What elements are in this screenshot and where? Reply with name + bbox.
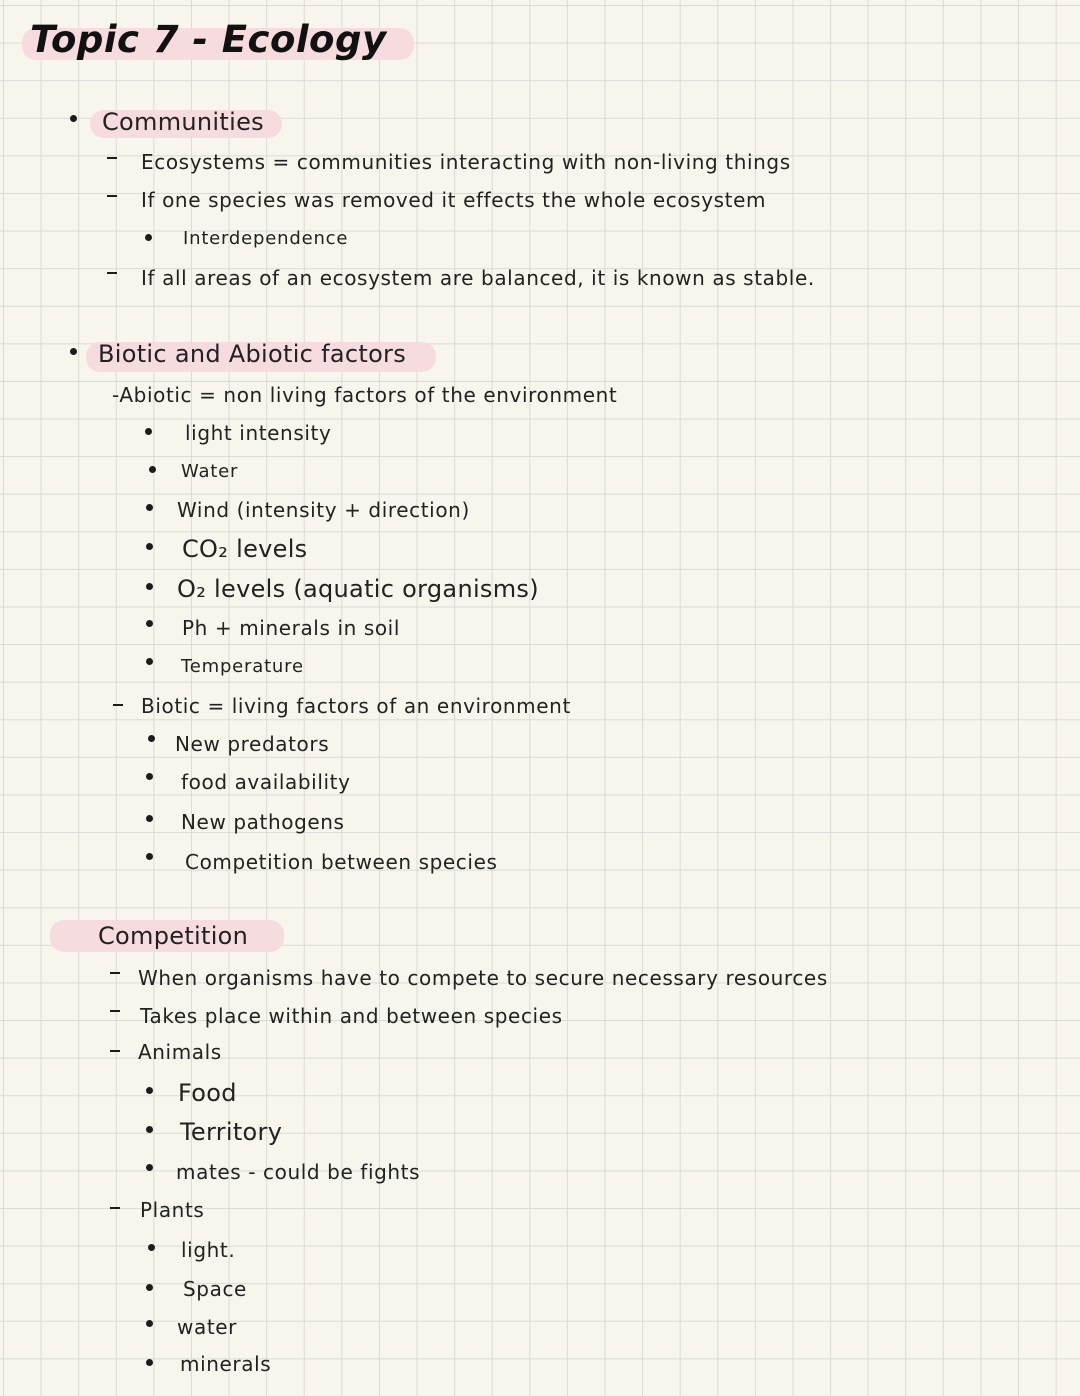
page-title: Topic 7 - Ecology xyxy=(30,18,387,61)
bullet-dot xyxy=(148,1244,155,1251)
abiotic-item: Wind (intensity + direction) xyxy=(177,498,470,522)
animal-item: Food xyxy=(178,1079,237,1107)
dash-marker xyxy=(107,157,117,159)
biotic-item: Competition between species xyxy=(185,850,498,874)
note-line: Interdependence xyxy=(183,228,349,249)
note-line: When organisms have to compete to secure necessary resources xyxy=(138,966,828,990)
note-line: Ecosystems = communities interacting with non-living things xyxy=(141,150,791,174)
note-line: Plants xyxy=(140,1198,205,1222)
bullet-dot xyxy=(146,1284,153,1291)
note-line: If all areas of an ecosystem are balanced, it is known as stable. xyxy=(141,266,815,290)
bullet-dot xyxy=(146,658,153,665)
section-bullet xyxy=(70,115,77,122)
animal-item: Territory xyxy=(180,1118,283,1146)
bullet-dot xyxy=(146,815,153,822)
dash-marker xyxy=(107,195,117,197)
abiotic-item: Ph + minerals in soil xyxy=(182,616,401,640)
plant-item: light. xyxy=(181,1238,236,1262)
section-bullet xyxy=(70,348,77,355)
section-heading-factors: Biotic and Abiotic factors xyxy=(98,340,407,368)
bullet-dot xyxy=(145,234,152,241)
biotic-definition: Biotic = living factors of an environment xyxy=(141,694,571,718)
dash-marker xyxy=(110,1207,120,1209)
animal-item: mates - could be fights xyxy=(176,1160,421,1184)
bullet-dot xyxy=(146,853,153,860)
note-line: Animals xyxy=(138,1040,222,1064)
abiotic-item: light intensity xyxy=(185,421,332,445)
note-line: Takes place within and between species xyxy=(140,1004,563,1028)
bullet-dot xyxy=(146,620,153,627)
dash-marker xyxy=(107,272,117,274)
bullet-dot xyxy=(146,1087,153,1094)
abiotic-item: CO₂ levels xyxy=(182,535,308,563)
section-heading-communities: Communities xyxy=(102,108,264,136)
bullet-dot xyxy=(146,1359,153,1366)
bullet-dot xyxy=(146,1126,153,1133)
biotic-item: food availability xyxy=(181,770,351,794)
bullet-dot xyxy=(148,735,155,742)
abiotic-item: O₂ levels (aquatic organisms) xyxy=(177,575,539,603)
bullet-dot xyxy=(146,1164,153,1171)
bullet-dot xyxy=(146,583,153,590)
bullet-dot xyxy=(146,773,153,780)
dash-marker xyxy=(110,972,120,974)
note-line: If one species was removed it effects the whole ecosystem xyxy=(141,188,767,212)
bullet-dot xyxy=(146,1320,153,1327)
plant-item: minerals xyxy=(180,1352,272,1376)
biotic-item: New pathogens xyxy=(181,810,345,834)
bullet-dot xyxy=(146,543,153,550)
dash-marker xyxy=(113,704,123,706)
bullet-dot xyxy=(149,466,156,473)
abiotic-item: Water xyxy=(181,461,239,482)
dash-marker xyxy=(110,1050,120,1052)
bullet-dot xyxy=(145,428,152,435)
biotic-item: New predators xyxy=(175,732,330,756)
abiotic-definition: -Abiotic = non living factors of the environment xyxy=(112,383,618,407)
dash-marker xyxy=(110,1010,120,1012)
section-heading-competition: Competition xyxy=(98,922,249,950)
plant-item: water xyxy=(177,1315,237,1339)
bullet-dot xyxy=(146,504,153,511)
abiotic-item: Temperature xyxy=(181,656,304,677)
plant-item: Space xyxy=(183,1277,247,1301)
